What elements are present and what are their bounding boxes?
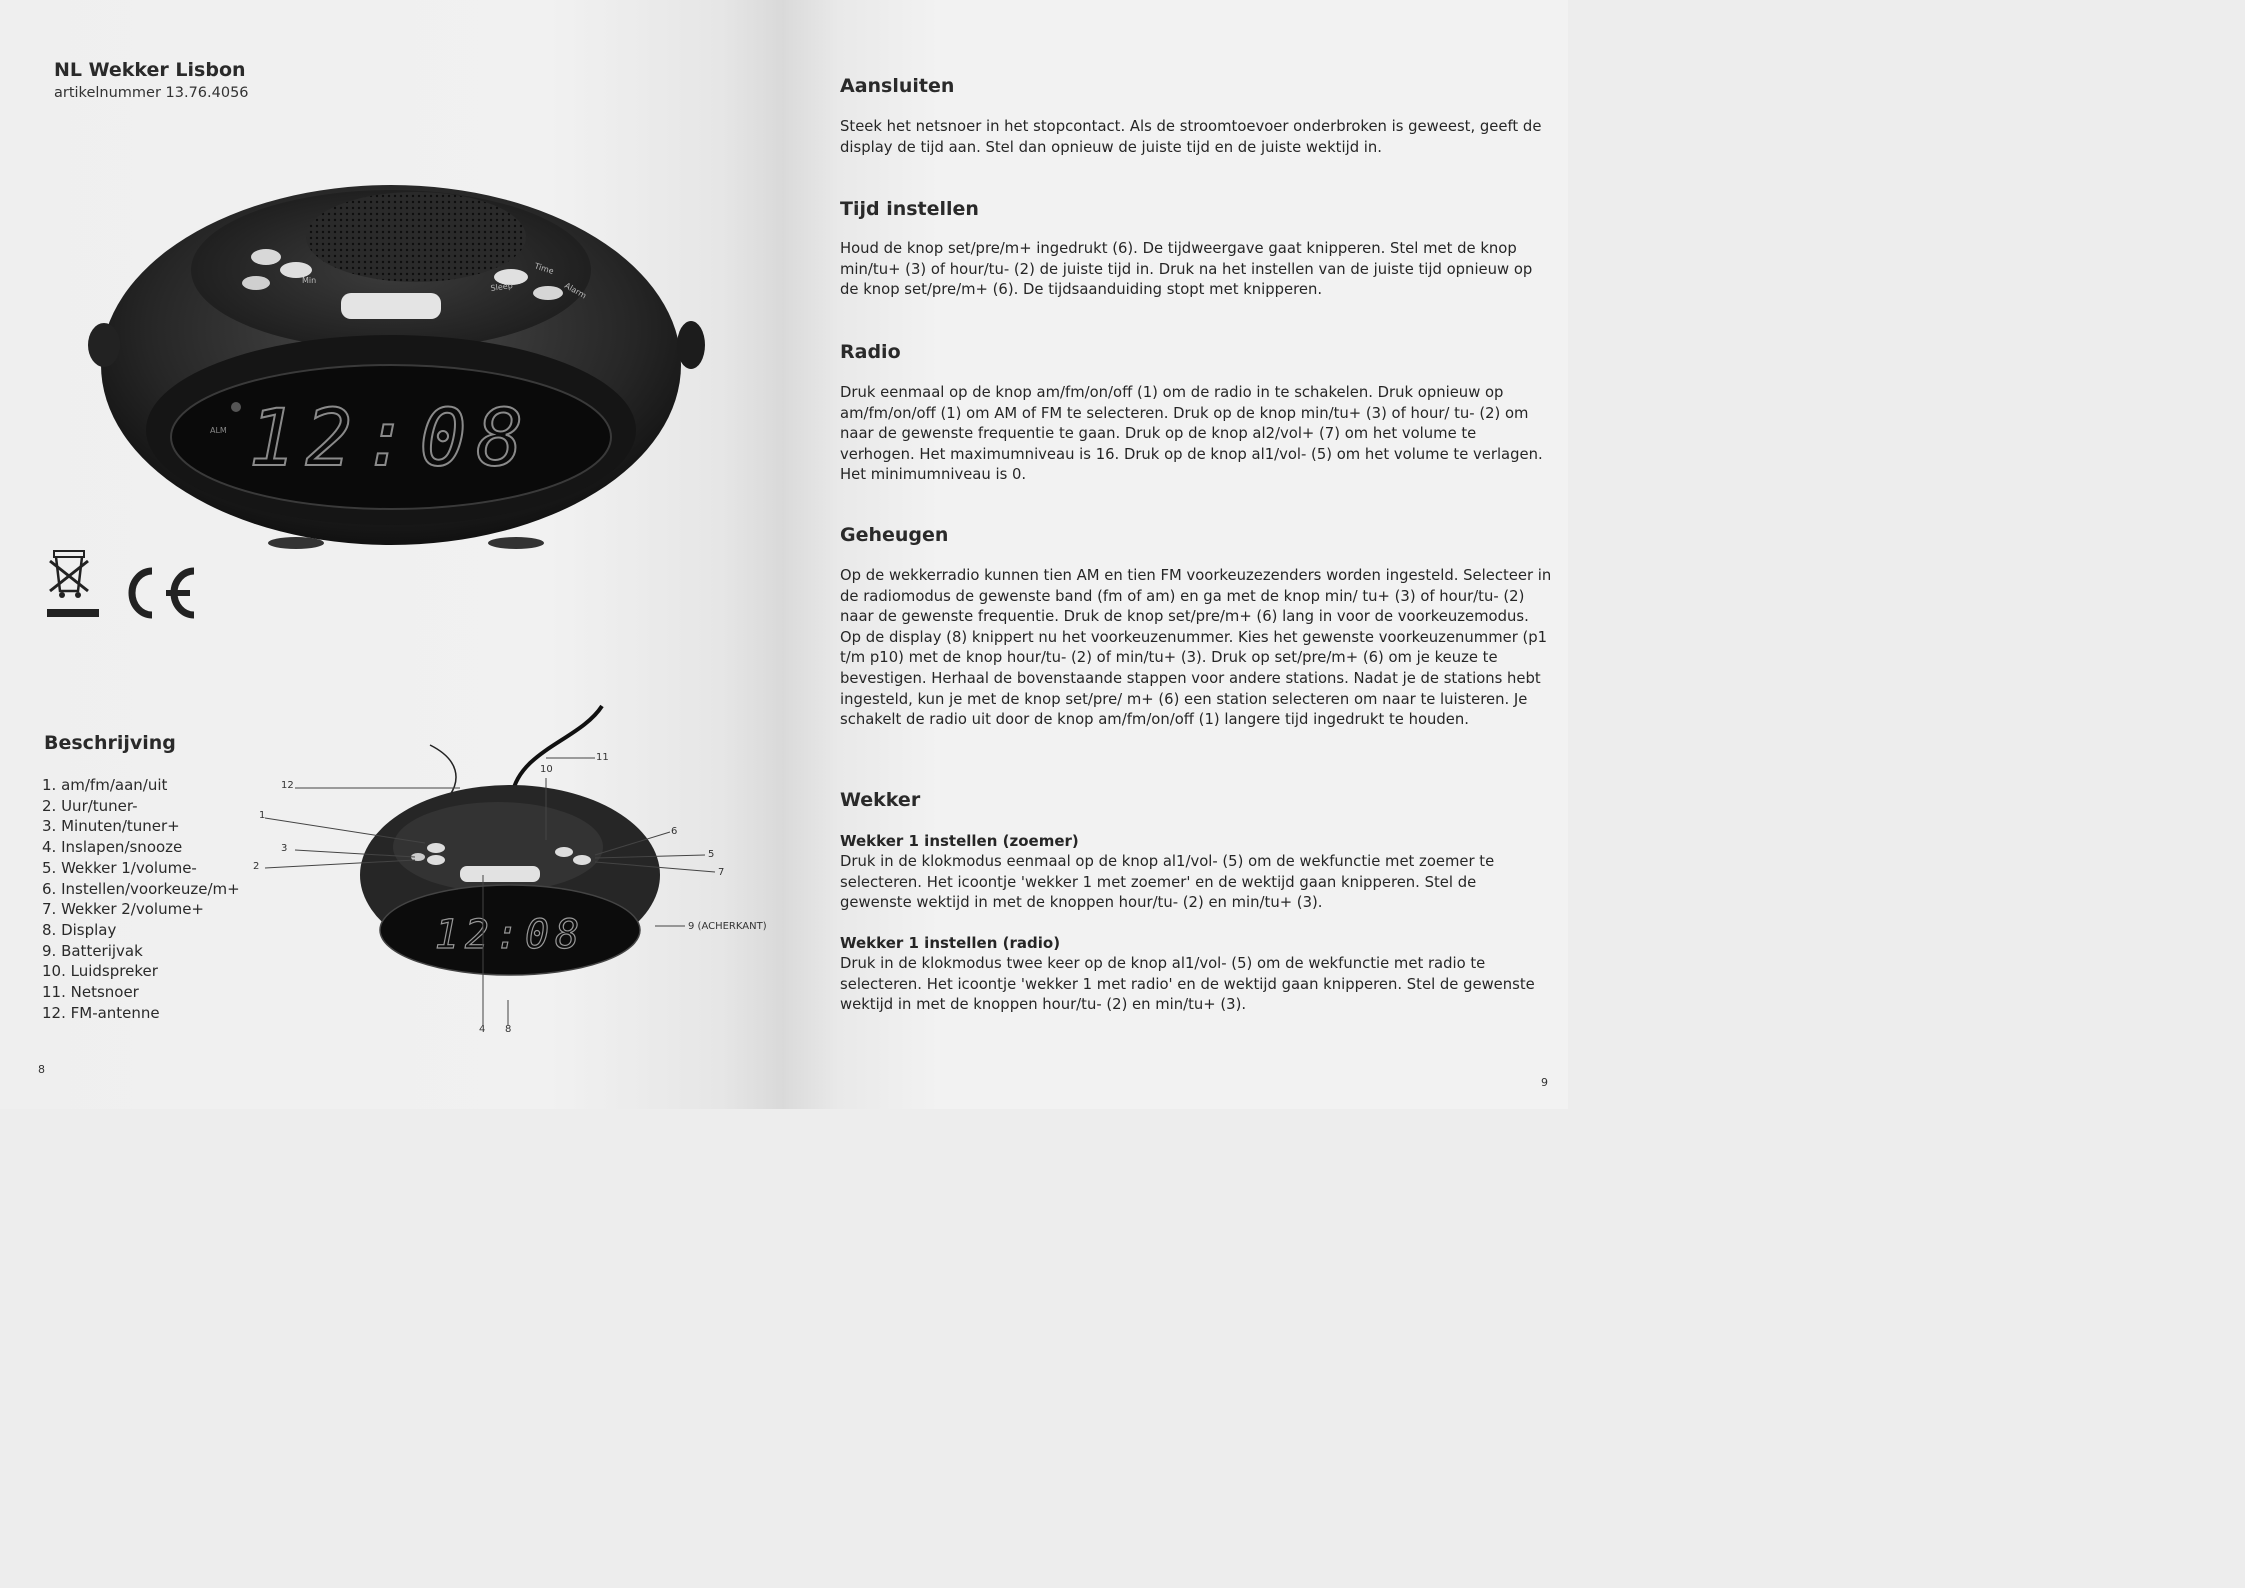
compliance-symbols <box>42 543 212 623</box>
list-item: 7. Wekker 2/volume+ <box>42 900 204 919</box>
wekker-sub2-heading: Wekker 1 instellen (radio) <box>840 934 1061 952</box>
description-list <box>42 775 240 1023</box>
list-item: 12. FM-antenne <box>42 1003 160 1022</box>
product-title: NL Wekker Lisbon <box>54 59 246 81</box>
page-number-right: 9 <box>1541 1076 1548 1089</box>
min-label: Min <box>302 276 317 285</box>
alm-label: ALM <box>210 426 227 435</box>
diagram-label-10: 10 <box>540 764 553 775</box>
ce-mark-icon <box>132 571 194 615</box>
clock-diagram <box>250 700 780 1045</box>
description-heading: Beschrijving <box>44 732 176 754</box>
radio-heading: Radio <box>840 341 901 363</box>
list-item: 9. Batterijvak <box>42 941 143 960</box>
radio-text: Druk eenmaal op de knop am/fm/on/off (1) om de radio in te schakelen. Druk opnieuw op am/fm/on/off (1) om AM of FM te selecteren. Druk op de knop min/tu+ (3) of hour/ tu- (2) om naar de gewenste frequentie te gaan. Druk op de knop al2/vol+ (7) om het volume te verhogen. Het maximumniveau is 16. Druk op de knop al1/vol- (5) om het volume te verlagen. Het minimumniveau is 0. <box>840 384 1543 484</box>
wekker-sub1-heading: Wekker 1 instellen (zoemer) <box>840 832 1079 850</box>
diagram-label-11: 11 <box>596 752 609 763</box>
diagram-label-12: 12 <box>281 780 294 791</box>
diagram-label-7: 7 <box>718 867 725 878</box>
wekker-heading: Wekker <box>840 789 921 811</box>
list-item: 6. Instellen/voorkeuze/m+ <box>42 879 240 898</box>
wekker-sub2-text: Druk in de klokmodus twee keer op de knop al1/vol- (5) om de wekfunctie met radio te selecteren. Het icoontje 'wekker 1 met radio' en de wektijd gaan knipperen. Stel de gewenste wektijd in met de knoppen hour/tu- (2) en min/tu+ (3). <box>840 955 1535 1014</box>
photo-clock-display: 12:08 <box>248 394 534 484</box>
tijd-text: Houd de knop set/pre/m+ ingedrukt (6). De tijdweergave gaat knipperen. Stel met de knop min/tu+ (3) of hour/tu- (2) de juiste tijd in. Druk na het instellen van de juiste tijd opnieuw op de knop set/pre/m+ (6). De tijdsaanduiding stopt met knipperen. <box>840 240 1533 299</box>
list-item: 1. am/fm/aan/uit <box>42 776 168 794</box>
manual-spread <box>0 0 1568 1109</box>
diagram-label-3: 3 <box>281 843 288 854</box>
alarm-label: Alarm <box>563 280 588 301</box>
right-page <box>784 0 1568 1109</box>
diagram-label-6: 6 <box>671 826 678 837</box>
list-item: 11. Netsnoer <box>42 983 139 1002</box>
list-item: 2. Uur/tuner- <box>42 796 138 815</box>
aansluiten-text: Steek het netsnoer in het stopcontact. Als de stroomtoevoer onderbroken is geweest, geeft de display de tijd aan. Stel dan opnieuw de juiste tijd en de juiste wektijd in. <box>840 118 1542 156</box>
tijd-heading: Tijd instellen <box>840 198 979 220</box>
left-page <box>0 0 784 1109</box>
diagram-label-5: 5 <box>708 849 715 860</box>
page-number-left: 8 <box>38 1063 45 1076</box>
list-item: 3. Minuten/tuner+ <box>42 817 180 836</box>
list-item: 4. Inslapen/snooze <box>42 838 183 857</box>
article-number: artikelnummer 13.76.4056 <box>54 85 249 101</box>
diagram-clock-display: 12:08 <box>434 912 586 958</box>
diagram-label-1: 1 <box>259 810 266 821</box>
diagram-label-4: 4 <box>479 1024 486 1035</box>
geheugen-heading: Geheugen <box>840 524 949 546</box>
list-item: 5. Wekker 1/volume- <box>42 858 197 877</box>
list-item: 10. Luidspreker <box>42 962 158 981</box>
time-label: Time <box>533 261 555 276</box>
list-item: 8. Display <box>42 920 117 939</box>
diagram-label-9: 9 (ACHERKANT) <box>688 921 767 932</box>
geheugen-text: Op de wekkerradio kunnen tien AM en tien FM voorkeuzezenders worden ingesteld. Selecteer in de radiomodus de gewenste band (fm of am) en ga met de knop min/ tu+ (3) of hour/tu- (2) naar de gewenste frequentie. Druk de knop set/pre/m+ (6) lang in voor de voorkeuzemodus. Op de display (8) knippert nu het voorkeuzenummer. Kies het gewenste voorkeuzenummer (p1 t/m p10) met de knop hour/tu- (2) of min/tu+ (3). Druk op set/pre/m+ (6) om je keuze te bevestigen. Herhaal de bovenstaande stappen voor andere stations. Nadat je de stations hebt ingesteld, kun je met de knop set/pre/ m+ (6) een station selecteren om naar te luisteren. Je schakelt de radio uit door de knop am/fm/on/off (1) langere tijd ingedrukt te houden. <box>840 567 1552 729</box>
aansluiten-heading: Aansluiten <box>840 75 955 97</box>
weee-bin-icon <box>47 551 99 617</box>
sleep-label: Sleep <box>490 280 514 293</box>
product-photo <box>86 175 716 555</box>
diagram-label-8: 8 <box>505 1024 512 1035</box>
wekker-sub1-text: Druk in de klokmodus eenmaal op de knop al1/vol- (5) om de wekfunctie met zoemer te selecteren. Het icoontje 'wekker 1 met zoemer' en de wektijd gaan knipperen. Stel de gewenste wektijd in met de knoppen hour/tu- (2) en min/tu+ (3). <box>840 853 1495 912</box>
diagram-label-2: 2 <box>253 861 260 872</box>
